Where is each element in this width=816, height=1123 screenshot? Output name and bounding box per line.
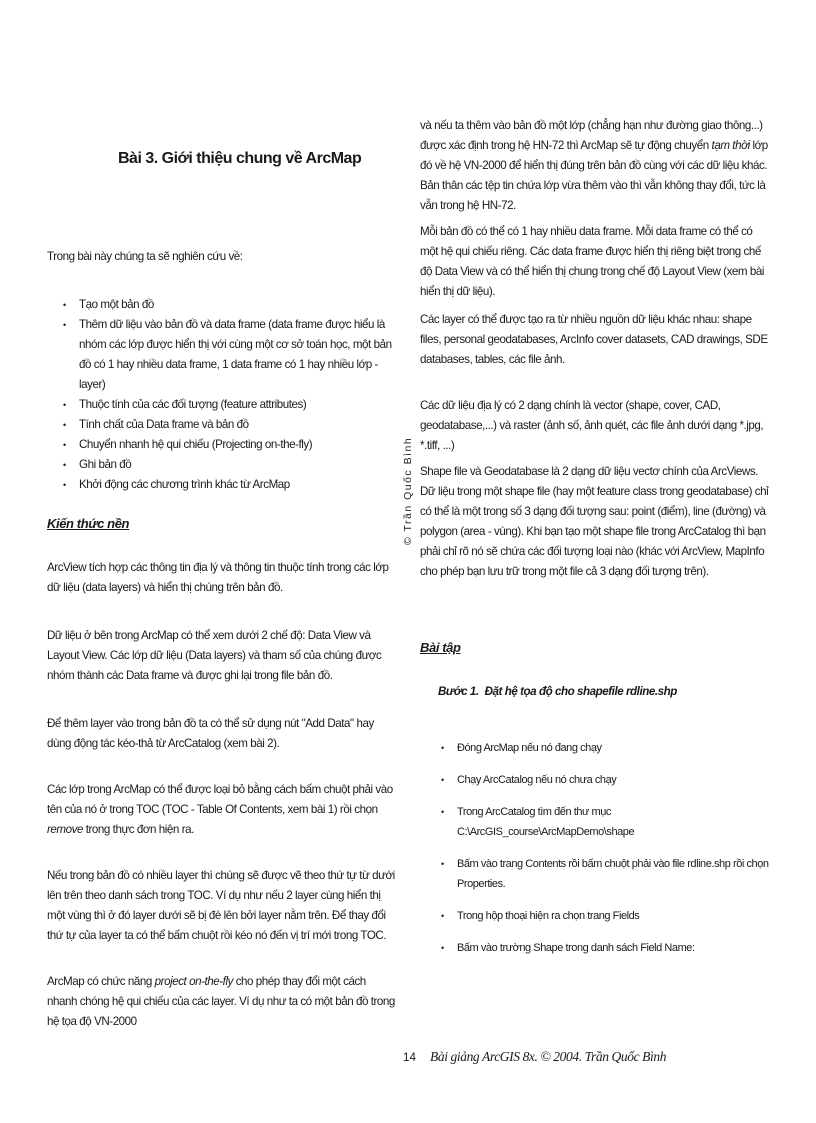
list-item: • Tạo một bản đồ xyxy=(57,295,397,315)
watermark: © Trần Quốc Bình xyxy=(402,436,414,545)
paragraph: Các lớp trong ArcMap có thể được loại bỏ bằng cách bấm chuột phải vào tên của nó ở trong TOC (TOC - Table Of Contents, xem bài 1) rồi chọn remove trong thực đơn hiện ra. xyxy=(47,783,393,836)
paragraph: Dữ liệu ở bên trong ArcMap có thể xem dưới 2 chế độ: Data View và Layout View. Các lớp dữ liệu (Data layers) và tham số của chúng được nhóm thành các Data frame và được ghi lại trong file bản đồ. xyxy=(47,629,382,682)
list-item: • Khởi động các chương trình khác từ ArcMap xyxy=(57,475,397,495)
paragraph: ArcView tích hợp các thông tin địa lý và thông tin thuộc tính trong các lớp dữ liệu (data layers) và hiển thị chúng trên bản đồ. xyxy=(47,561,389,594)
paragraph: và nếu ta thêm vào bản đồ một lớp (chẳng hạn như đường giao thông...) được xác định trong hệ HN-72 thì ArcMap sẽ tự động chuyển tạm thời lớp đó về hệ VN-2000 để hiển thị đúng trên bản đồ cùng với các dữ liệu khác. Bản thân các tệp tin chứa lớp vừa thêm vào thì vẫn không thay đổi, tức là vẫn trong hệ HN-72. xyxy=(420,119,768,212)
page-title: Bài 3. Giới thiệu chung về ArcMap xyxy=(118,150,362,167)
paragraph: Các layer có thể được tạo ra từ nhiều nguồn dữ liệu khác nhau: shape files, personal geodatabases, ArcInfo cover datasets, CAD drawings, SDE databases, tables, các file ảnh. xyxy=(420,313,768,366)
paragraph: Mỗi bản đồ có thể có 1 hay nhiều data frame. Mỗi data frame có thể có một hệ qui chiếu riêng. Các data frame được hiển thị riêng biệt trong chế độ Data View và có thể hiển thị chung trong chế độ Layout View (xem bài hiển thị dữ liệu). xyxy=(420,225,765,298)
list-item: • Chạy ArcCatalog nếu nó chưa chạy xyxy=(435,770,770,790)
list-item: • Chuyển nhanh hệ qui chiếu (Projecting on-the-fly) xyxy=(57,435,397,455)
step-heading: Bước 1. Đặt hệ tọa độ cho shapefile rdline.shp xyxy=(438,685,677,698)
list-item: • Thêm dữ liệu vào bản đồ và data frame (data frame được hiểu là nhóm các lớp được hiển thị với cùng một cơ sở toán học, một bản đồ có 1 hay nhiều data frame, 1 data frame có 1 hay nhiều lớp - layer) xyxy=(57,315,397,395)
footer-text: Bài giảng ArcGIS 8x. © 2004. Trần Quốc Bình xyxy=(430,1049,667,1064)
paragraph: Nếu trong bản đồ có nhiều layer thì chúng sẽ được vẽ theo thứ tự từ dưới lên trên theo danh sách trong TOC. Ví dụ như nếu 2 layer cùng hiển thị một vùng thì ở đó layer dưới sẽ bị đè lên bởi layer nằm trên. Để thay đổi thứ tự của layer ta có thể bấm chuột rồi kéo nó đến vị trí mới trong TOC. xyxy=(47,869,395,942)
list-item: • Ghi bản đồ xyxy=(57,455,397,475)
page-number: 14 xyxy=(403,1051,416,1064)
step-list xyxy=(435,738,770,970)
topic-list xyxy=(57,295,397,495)
list-item: • Đóng ArcMap nếu nó đang chạy xyxy=(435,738,770,758)
list-item: • Tính chất của Data frame và bản đồ xyxy=(57,415,397,435)
list-item: • Thuộc tính của các đối tượng (feature attributes) xyxy=(57,395,397,415)
paragraph: Các dữ liệu địa lý có 2 dạng chính là vector (shape, cover, CAD, geodatabase,...) và raster (ảnh số, ảnh quét, các file ảnh dưới dạng *.jpg, *.tiff, ...) xyxy=(420,399,764,452)
paragraph: ArcMap có chức năng project on-the-fly cho phép thay đổi một cách nhanh chóng hệ qui chiếu của các layer. Ví dụ như ta có một bản đồ trong hệ tọa độ VN-2000 xyxy=(47,975,395,1028)
list-item: • Bấm vào trường Shape trong danh sách Field Name: xyxy=(435,938,770,958)
section-heading-exercise: Bài tập xyxy=(420,640,461,655)
paragraph: Shape file và Geodatabase là 2 dạng dữ liệu vectơ chính của ArcViews. Dữ liệu trong một shape file (hay một feature class trong geodatabase) chỉ có thể là một trong số 3 dạng đối tượng sau: point (điểm), line (đường) và polygon (area - vùng). Khi bạn tạo một shape file trong ArcCatalog thì bạn phải chỉ rõ nó sẽ chứa các đối tượng loại nào (khác với ArcView, MapInfo cho phép bạn lưu trữ trong một file cả 3 dạng đối tượng trên). xyxy=(420,465,769,578)
list-item: • Trong ArcCatalog tìm đến thư mục C:\ArcGIS_course\ArcMapDemo\shape xyxy=(435,802,770,842)
paragraph: Để thêm layer vào trong bản đồ ta có thể sử dụng nút "Add Data" hay dùng động tác kéo-thả từ ArcCatalog (xem bài 2). xyxy=(47,717,374,750)
list-item: • Bấm vào trang Contents rồi bấm chuột phải vào file rdline.shp rồi chọn Properties. xyxy=(435,854,770,894)
list-item: • Trong hộp thoại hiện ra chọn trang Fields xyxy=(435,906,770,926)
intro-text: Trong bài này chúng ta sẽ nghiên cứu về: xyxy=(47,250,243,263)
section-heading-background: Kiến thức nền xyxy=(47,516,130,531)
